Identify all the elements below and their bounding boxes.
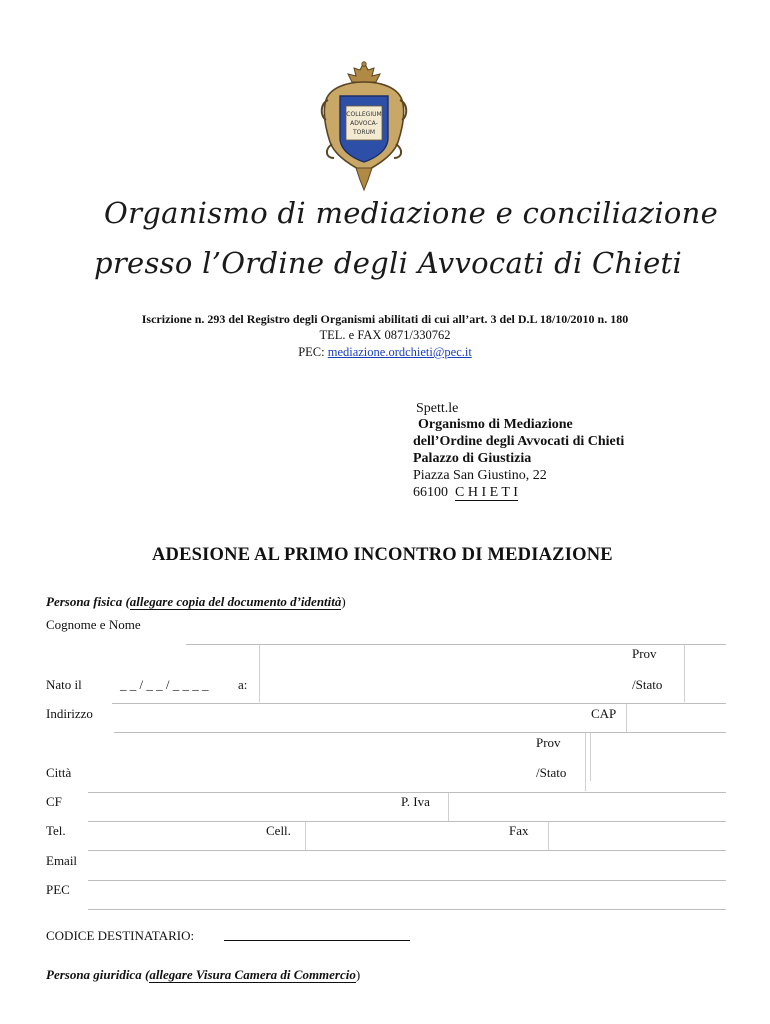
registry-pec <box>0 345 770 360</box>
persona-giuridica-open-paren: ( <box>141 967 150 982</box>
codice-destinatario-field[interactable] <box>224 940 410 941</box>
emblem-text-3: TORUM <box>352 129 376 136</box>
cell-label: Cell. <box>266 823 291 838</box>
persona-giuridica-label: Persona giuridica <box>46 967 142 982</box>
piva-label: P. Iva <box>401 794 430 809</box>
piva-divider <box>448 793 449 821</box>
email-field[interactable] <box>88 880 726 881</box>
persona-giuridica-heading <box>46 967 360 983</box>
registry-iscrizione: Iscrizione n. 293 del Registro degli Organismi abilitati di cui all’art. 3 del D.L 18/10/2010 n. 180 <box>141 312 629 326</box>
persona-fisica-close-paren: ) <box>341 594 346 609</box>
persona-giuridica-note: allegare Visura Camera di Commercio <box>149 967 356 982</box>
emblem-text-1: COLLEGIUM <box>346 111 382 118</box>
citta-divider-2 <box>590 733 591 781</box>
pec-field[interactable] <box>88 909 726 910</box>
recipient-city-line <box>413 484 518 501</box>
stato-label: /Stato <box>632 677 663 692</box>
birthplace-a-label: a: <box>238 677 248 692</box>
pec-email-link[interactable]: mediazione.ordchieti@pec.it <box>327 345 472 359</box>
recipient-line-2: dell’Ordine degli Avvocati di Chieti <box>413 434 625 449</box>
prov2-label: Prov <box>536 735 561 750</box>
stato2-label: /Stato <box>536 765 567 780</box>
citta-label: Città <box>46 765 72 780</box>
citta-field[interactable] <box>88 792 726 793</box>
pec-label: PEC: <box>298 345 328 359</box>
cognome-nome-label: Cognome e Nome <box>46 617 141 632</box>
nato-divider <box>259 645 260 702</box>
prov-label: Prov <box>632 646 657 661</box>
cap-label: CAP <box>591 706 617 721</box>
fax-label: Fax <box>509 823 529 838</box>
cognome-nome-field[interactable] <box>186 644 726 645</box>
persona-fisica-note: allegare copia del documento d’identità <box>129 594 342 609</box>
registry-tel-fax: TEL. e FAX 0871/330762 <box>319 328 451 342</box>
prov-divider <box>684 645 685 702</box>
persona-giuridica-close-paren: ) <box>355 967 361 982</box>
fax-divider <box>548 822 549 850</box>
persona-fisica-label: Persona fisica <box>46 594 123 609</box>
cap-divider <box>626 704 627 732</box>
recipient-spett: Spett.le <box>416 401 459 416</box>
nato-il-label: Nato il <box>46 677 82 692</box>
pec-field-label: PEC <box>46 882 70 897</box>
recipient-cap: 66100 <box>413 485 448 500</box>
email-label: Email <box>46 853 78 868</box>
cf-piva-field[interactable] <box>88 821 726 822</box>
codice-destinatario-label: CODICE DESTINATARIO: <box>46 928 195 943</box>
recipient-city: C H I E T I <box>455 485 518 500</box>
recipient-line-1: Organismo di Mediazione <box>418 417 573 432</box>
recipient-line-3: Palazzo di Giustizia <box>413 451 532 466</box>
indirizzo-label: Indirizzo <box>46 706 93 721</box>
cf-label: CF <box>46 794 62 809</box>
persona-fisica-heading <box>46 594 346 610</box>
cell-divider <box>305 822 306 850</box>
heading-line-1: Organismo di mediazione e conciliazione <box>104 196 719 230</box>
tel-cell-fax-field[interactable] <box>88 850 726 851</box>
collegium-advocatorum-emblem <box>318 60 410 192</box>
tel-label: Tel. <box>46 823 66 838</box>
recipient-street: Piazza San Giustino, 22 <box>413 468 547 483</box>
birth-date-field[interactable]: _ _ / _ _ / _ _ _ _ <box>120 677 209 692</box>
heading-line-2: presso l’Ordine degli Avvocati di Chieti <box>94 246 683 280</box>
emblem-text-2: ADVOCA- <box>350 120 378 127</box>
citta-divider-1 <box>585 733 586 791</box>
persona-fisica-open-paren: ( <box>122 594 130 609</box>
birth-field-underline[interactable] <box>112 703 726 704</box>
page-title: ADESIONE AL PRIMO INCONTRO DI MEDIAZIONE <box>152 545 613 565</box>
indirizzo-field[interactable] <box>114 732 726 733</box>
